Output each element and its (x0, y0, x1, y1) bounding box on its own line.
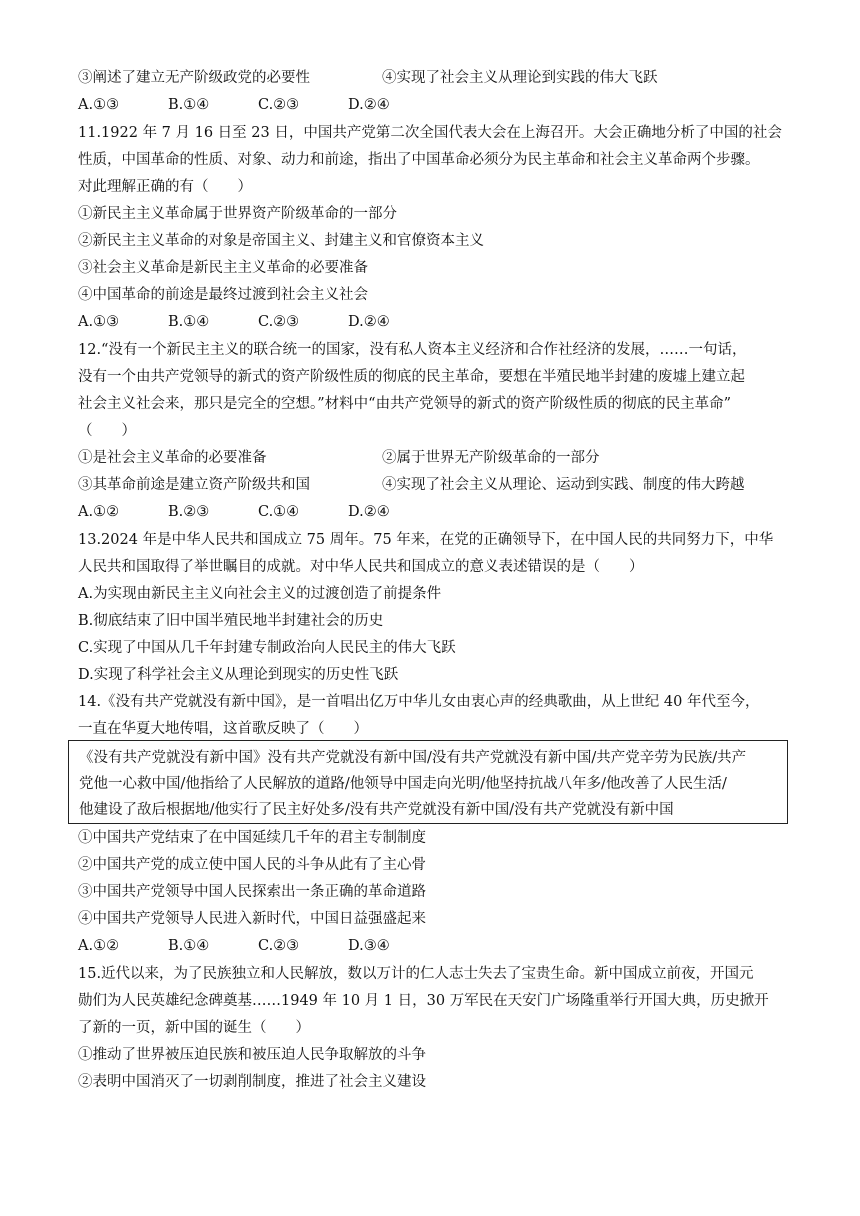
top-item-3: ③阐述了建立无产阶级政党的必要性 (78, 70, 310, 86)
top-option-a: A.①③ (78, 97, 120, 113)
q14-item-2: ②中国共产党的成立使中国人民的斗争从此有了主心骨 (78, 857, 426, 873)
q11-stem-line-1: 11.1922 年 7 月 16 日至 23 日，中国共产党第二次全国代表大会在上海召开。大会正确地分析了中国的社会 (78, 125, 782, 141)
q13-choice-d: D.实现了科学社会主义从理论到现实的历史性飞跃 (78, 667, 399, 683)
q14-stem-line-2: 一直在华夏大地传唱，这首歌反映了（ ） (78, 721, 368, 737)
top-option-b: B.①④ (168, 97, 210, 113)
q12-item-1: ①是社会主义革命的必要准备 (78, 450, 267, 466)
q11-item-3: ③社会主义革命是新民主主义革命的必要准备 (78, 260, 368, 276)
q11-option-c: C.②③ (258, 314, 300, 330)
q13-choice-b: B.彻底结束了旧中国半殖民地半封建社会的历史 (78, 613, 384, 629)
q14-option-a: A.①② (78, 938, 120, 954)
q11-option-a: A.①③ (78, 314, 120, 330)
q14-stem-line-1: 14.《没有共产党就没有新中国》，是一首唱出亿万中华儿女由衷心声的经典歌曲，从上世纪 40 年代至今， (78, 694, 760, 710)
q12-option-d: D.②④ (348, 504, 390, 520)
q12-option-c: C.①④ (258, 504, 300, 520)
q11-stem-line-3: 对此理解正确的有（ ） (78, 179, 252, 195)
q14-item-4: ④中国共产党领导人民进入新时代，中国日益强盛起来 (78, 911, 426, 927)
q12-option-b: B.②③ (168, 504, 210, 520)
q11-option-d: D.②④ (348, 314, 390, 330)
q14-option-b: B.①④ (168, 938, 210, 954)
top-item-4: ④实现了社会主义从理论到实践的伟大飞跃 (382, 70, 658, 86)
q14-lyrics-line-3: 他建设了敌后根据地/他实行了民主好处多/没有共产党就没有新中国/没有共产党就没有新中国 (79, 802, 674, 818)
q13-choice-c: C.实现了中国从几千年封建专制政治向人民民主的伟大飞跃 (78, 640, 456, 656)
q11-stem-line-2: 性质，中国革命的性质、对象、动力和前途，指出了中国革命必须分为民主革命和社会主义革命两个步骤。 (78, 152, 760, 168)
q15-stem-line-2: 勋们为人民英雄纪念碑奠基……1949 年 10 月 1 日，30 万军民在天安门广场隆重举行开国大典，历史掀开 (78, 993, 769, 1009)
q12-item-4: ④实现了社会主义从理论、运动到实践、制度的伟大跨越 (382, 477, 745, 493)
q14-item-3: ③中国共产党领导中国人民探索出一条正确的革命道路 (78, 884, 426, 900)
top-option-c: C.②③ (258, 97, 300, 113)
q13-stem-line-1: 13.2024 年是中华人民共和国成立 75 周年。75 年来，在党的正确领导下，在中国人民的共同努力下，中华 (78, 532, 774, 548)
q15-item-2: ②表明中国消灭了一切剥削制度，推进了社会主义建设 (78, 1074, 426, 1090)
q14-lyrics-line-2: 党他一心救中国/他指给了人民解放的道路/他领导中国走向光明/他坚持抗战八年多/他改善了人民生活/ (79, 776, 727, 792)
q14-lyrics-line-1: 《没有共产党就没有新中国》没有共产党就没有新中国/没有共产党就没有新中国/共产党辛劳为民族/共产 (79, 750, 747, 766)
q13-stem-line-2: 人民共和国取得了举世瞩目的成就。对中华人民共和国成立的意义表述错误的是（ ） (78, 559, 644, 575)
q15-stem-line-3: 了新的一页，新中国的诞生（ ） (78, 1020, 310, 1036)
q11-item-2: ②新民主主义革命的对象是帝国主义、封建主义和官僚资本主义 (78, 233, 484, 249)
q11-item-4: ④中国革命的前途是最终过渡到社会主义社会 (78, 287, 368, 303)
q12-stem-line-4: （ ） (78, 423, 136, 439)
top-option-d: D.②④ (348, 97, 390, 113)
q12-item-2: ②属于世界无产阶级革命的一部分 (382, 450, 600, 466)
q15-item-1: ①推动了世界被压迫民族和被压迫人民争取解放的斗争 (78, 1047, 426, 1063)
q13-choice-a: A.为实现由新民主主义向社会主义的过渡创造了前提条件 (78, 586, 442, 602)
q12-item-3: ③其革命前途是建立资产阶级共和国 (78, 477, 310, 493)
q14-option-d: D.③④ (348, 938, 390, 954)
q11-option-b: B.①④ (168, 314, 210, 330)
q14-option-c: C.②③ (258, 938, 300, 954)
q11-item-1: ①新民主主义革命属于世界资产阶级革命的一部分 (78, 206, 397, 222)
q14-lyrics-box (68, 740, 788, 824)
q12-option-a: A.①② (78, 504, 120, 520)
q15-stem-line-1: 15.近代以来，为了民族独立和人民解放，数以万计的仁人志士失去了宝贵生命。新中国成立前夜，开国元 (78, 966, 754, 982)
q12-stem-line-3: 社会主义社会来，那只是完全的空想。”材料中“由共产党领导的新式的资产阶级性质的彻底的民主革命” (78, 396, 731, 412)
q12-stem-line-2: 没有一个由共产党领导的新式的资产阶级性质的彻底的民主革命，要想在半殖民地半封建的废墟上建立起 (78, 369, 745, 385)
q14-item-1: ①中国共产党结束了在中国延续几千年的君主专制制度 (78, 830, 426, 846)
q12-stem-line-1: 12.“没有一个新民主主义的联合统一的国家，没有私人资本主义经济和合作社经济的发展，……一句话， (78, 342, 747, 358)
